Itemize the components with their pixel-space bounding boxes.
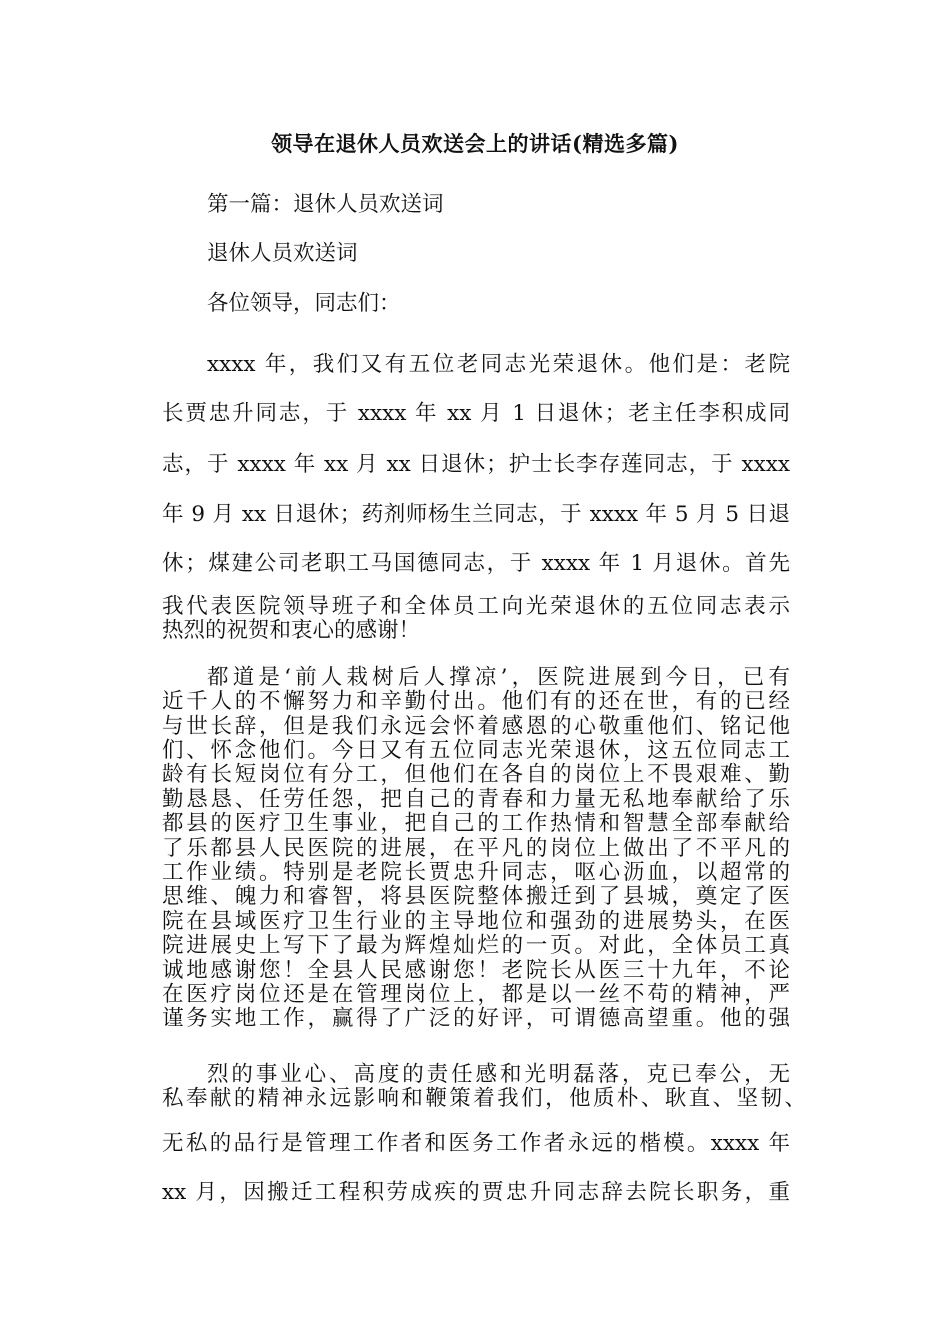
paragraph-line: 诚地感谢您！全县人民感谢您！老院长从医三十九年，不论 <box>162 958 790 983</box>
paragraph-line: 了乐都县人民医院的进展，在平凡的岗位上做出了不平凡的 <box>162 836 790 861</box>
paragraph-line: 在医疗岗位还是在管理岗位上，都是以一丝不苟的精神，严 <box>162 982 790 1007</box>
paragraph-line: 思维、魄力和睿智，将县医院整体搬迁到了县城，奠定了医 <box>162 884 790 909</box>
paragraph-line: 院在县域医疗卫生行业的主导地位和强劲的进展势头，在医 <box>162 909 790 934</box>
paragraph-line: 热烈的祝贺和衷心的感谢！ <box>162 618 421 643</box>
paragraph-line: 烈的事业心、高度的责任感和光明磊落，克已奉公，无 <box>207 1062 790 1087</box>
paragraph-line: 无私的品行是管理工作者和医务工作者永远的楷模。xxxx 年 <box>162 1131 790 1156</box>
paragraph-line: 私奉献的精神永远影响和鞭策着我们，他质朴、耿直、坚韧、 <box>162 1086 806 1111</box>
salutation: 各位领导，同志们： <box>207 291 401 316</box>
document-title: 领导在退休人员欢送会上的讲话(精选多篇) <box>271 131 679 156</box>
paragraph-line: 与世长辞，但是我们永远会怀着感恩的心敬重他们、铭记他 <box>162 714 790 739</box>
paragraph-line: 近千人的不懈努力和辛勤付出。他们有的还在世，有的已经 <box>162 689 790 714</box>
paragraph-line: 年 9 月 xx 日退休；药剂师杨生兰同志，于 xxxx 年 5 月 5 日退 <box>162 502 790 527</box>
paragraph-line: 龄有长短岗位有分工，但他们在各自的岗位上不畏艰难、勤 <box>162 762 790 787</box>
paragraph-line: 们、怀念他们。今日又有五位同志光荣退休，这五位同志工 <box>162 738 790 763</box>
paragraph-line: 院进展史上写下了最为辉煌灿烂的一页。对此，全体员工真 <box>162 933 790 958</box>
heading-farewell-speech: 退休人员欢送词 <box>207 241 358 266</box>
paragraph-line: xxxx 年，我们又有五位老同志光荣退休。他们是：老院 <box>207 352 790 377</box>
paragraph-line: 志，于 xxxx 年 xx 月 xx 日退休；护士长李存莲同志，于 xxxx <box>162 452 790 477</box>
paragraph-line: 休；煤建公司老职工马国德同志，于 xxxx 年 1 月退休。首先 <box>162 551 790 576</box>
paragraph-line: 谨务实地工作，赢得了广泛的好评，可谓德高望重。他的强 <box>162 1006 790 1031</box>
paragraph-line: 都县的医疗卫生事业，把自己的工作热情和智慧全部奉献给 <box>162 811 790 836</box>
paragraph-line: 都道是‘前人栽树后人撑凉’，医院进展到今日，已有 <box>207 665 790 690</box>
paragraph-line: 勤恳恳、任劳任怨，把自己的青春和力量无私地奉献给了乐 <box>162 787 790 812</box>
paragraph-line: xx 月，因搬迁工程积劳成疾的贾忠升同志辞去院长职务，重 <box>162 1180 790 1205</box>
heading-first-article: 第一篇：退休人员欢送词 <box>207 192 444 217</box>
paragraph-line: 我代表医院领导班子和全体员工向光荣退休的五位同志表示 <box>162 594 790 619</box>
paragraph-line: 长贾忠升同志，于 xxxx 年 xx 月 1 日退休；老主任李积成同 <box>162 401 790 426</box>
paragraph-line: 工作业绩。特别是老院长贾忠升同志，呕心沥血，以超常的 <box>162 860 790 885</box>
